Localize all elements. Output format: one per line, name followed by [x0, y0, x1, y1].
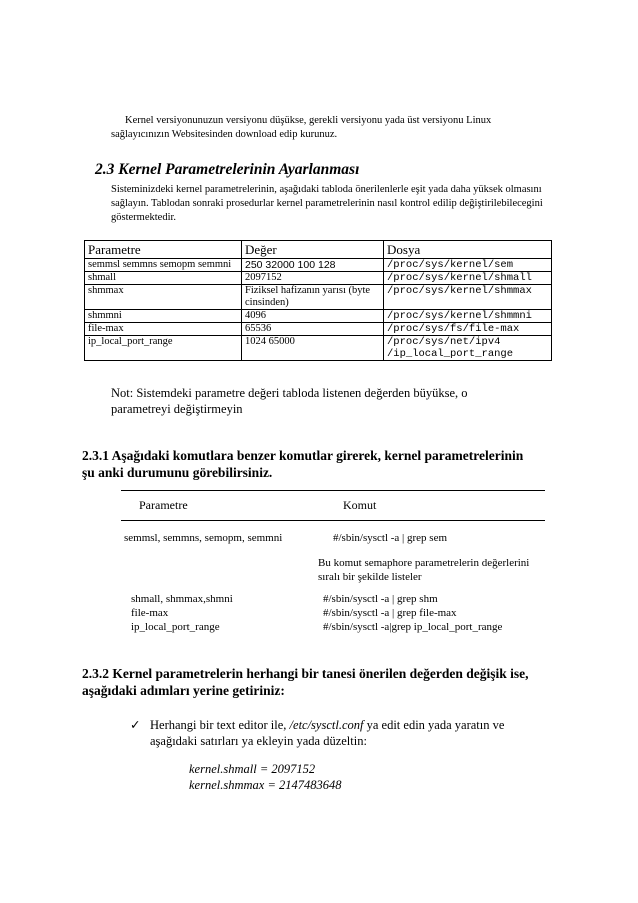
section-2-3-2-title-line-2: aşağıdaki adımları yerine getiriniz: — [82, 683, 285, 698]
section-2-3-line: sağlayın. Tablodan sonraki prosedurlar kernel parametrelerinin nasıl kontrol edilip değiştirilebilecegini — [111, 198, 543, 209]
file-cell — [384, 336, 552, 361]
section-2-3-2-title-line-1: 2.3.2 Kernel parametrelerin herhangi bir tanesi önerilen değerden değişik ise, — [82, 666, 529, 681]
checklist-item — [130, 717, 540, 749]
table-row — [85, 323, 552, 336]
command-table-top-rule — [121, 490, 545, 491]
table-header-row — [85, 241, 552, 259]
bullet-text-pre: Herhangi bir text editor ile, — [150, 718, 290, 732]
file-cell: /proc/sys/kernel/shmmni — [384, 310, 552, 323]
command-description-line-2: sıralı bir şekilde listeler — [318, 571, 422, 583]
command-params-group — [131, 592, 233, 634]
command-param-item: file-max — [131, 607, 169, 619]
header-dosya: Dosya — [384, 241, 552, 259]
file-cell: /proc/sys/kernel/sem — [384, 259, 552, 272]
note-line-2: parametreyi değiştirmeyin — [111, 402, 243, 416]
command-header-parametre: Parametre — [139, 498, 188, 512]
command-commands-group — [323, 592, 502, 634]
param-cell: shmmni — [85, 310, 242, 323]
section-2-3-1-title-line-2: şu anki durumunu görebilirsiniz. — [82, 465, 273, 480]
command-row-command: #/sbin/sysctl -a | grep sem — [333, 532, 448, 544]
param-cell: ip_local_port_range — [85, 336, 242, 361]
file-cell: /proc/sys/kernel/shmall — [384, 272, 552, 285]
file-cell: /proc/sys/fs/file-max — [384, 323, 552, 336]
command-description — [318, 556, 529, 584]
section-2-3-line: göstermektedir. — [111, 212, 177, 223]
sysctl-conf-path: /etc/sysctl.conf — [289, 718, 364, 732]
checkmark-icon: ✓ — [130, 718, 141, 732]
table-row — [85, 285, 552, 310]
intro-line-1: Kernel versiyonunuzun versiyonu düşükse, gerekli versiyonu yada üst versiyonu Linux — [125, 115, 492, 126]
note-paragraph — [111, 385, 541, 417]
file-path-line-1: /proc/sys/net/ipv4 — [387, 336, 501, 348]
section-2-3-paragraph — [111, 183, 551, 225]
table-row — [85, 259, 552, 272]
checklist-item-text — [130, 717, 540, 733]
kernel-parameter-table — [84, 240, 552, 361]
param-cell: shmmax — [85, 285, 242, 310]
note-line-1: Not: Sistemdeki parametre değeri tabloda listenen değerden büyükse, o — [111, 386, 468, 400]
file-cell: /proc/sys/kernel/shmmax — [384, 285, 552, 310]
command-param-item: ip_local_port_range — [131, 621, 220, 633]
param-cell: shmall — [85, 272, 242, 285]
command-row-param: semmsl, semmns, semopm, semmni — [124, 532, 283, 544]
config-line-shmmax: kernel.shmmax = 2147483648 — [189, 778, 342, 792]
section-2-3-2-title — [82, 665, 562, 699]
command-item: #/sbin/sysctl -a | grep file-max — [323, 607, 457, 619]
table-row — [85, 272, 552, 285]
param-cell: file-max — [85, 323, 242, 336]
section-2-3-1-title-line-1: 2.3.1 Aşağıdaki komutlara benzer komutlar girerek, kernel parametrelerinin — [82, 448, 524, 463]
param-cell: semmsl semmns semopm semmni — [85, 259, 242, 272]
sysctl-config-lines — [189, 761, 342, 793]
command-param-item: shmall, shmmax,shmni — [131, 593, 233, 605]
intro-line-2: sağlayıcınızın Websitesinden download edip kurunuz. — [111, 129, 338, 140]
table-row — [85, 336, 552, 361]
command-table-header-rule — [121, 520, 545, 521]
value-cell: 4096 — [242, 310, 384, 323]
bullet-text-post: ya edit edin yada yaratın ve — [363, 718, 505, 732]
config-line-shmall: kernel.shmall = 2097152 — [189, 762, 316, 776]
command-item: #/sbin/sysctl -a | grep shm — [323, 593, 438, 605]
header-deger: Değer — [242, 241, 384, 259]
header-parametre: Parametre — [85, 241, 242, 259]
checklist-item-line-2: aşağıdaki satırları ya ekleyin yada düzeltin: — [150, 734, 367, 748]
section-2-3-line: Sisteminizdeki kernel parametrelerinin, aşağıdaki tabloda önerilenlerle eşit yada daha yüksek olmasını — [111, 184, 542, 195]
command-item: #/sbin/sysctl -a|grep ip_local_port_range — [323, 621, 503, 633]
section-2-3-title: 2.3 Kernel Parametrelerinin Ayarlanması — [95, 161, 360, 178]
value-cell: 65536 — [242, 323, 384, 336]
value-cell: 2097152 — [242, 272, 384, 285]
command-header-komut: Komut — [343, 498, 377, 512]
value-cell: 250 32000 100 128 — [242, 259, 384, 272]
value-cell: 1024 65000 — [242, 336, 384, 361]
intro-paragraph — [111, 114, 531, 142]
value-cell: Fiziksel hafizanın yarısı (byte cinsinden) — [242, 285, 384, 310]
file-path-line-2: /ip_local_port_range — [387, 348, 514, 360]
table-row — [85, 310, 552, 323]
section-2-3-1-title — [82, 447, 562, 481]
command-description-line-1: Bu komut semaphore parametrelerin değerlerini — [318, 557, 530, 569]
